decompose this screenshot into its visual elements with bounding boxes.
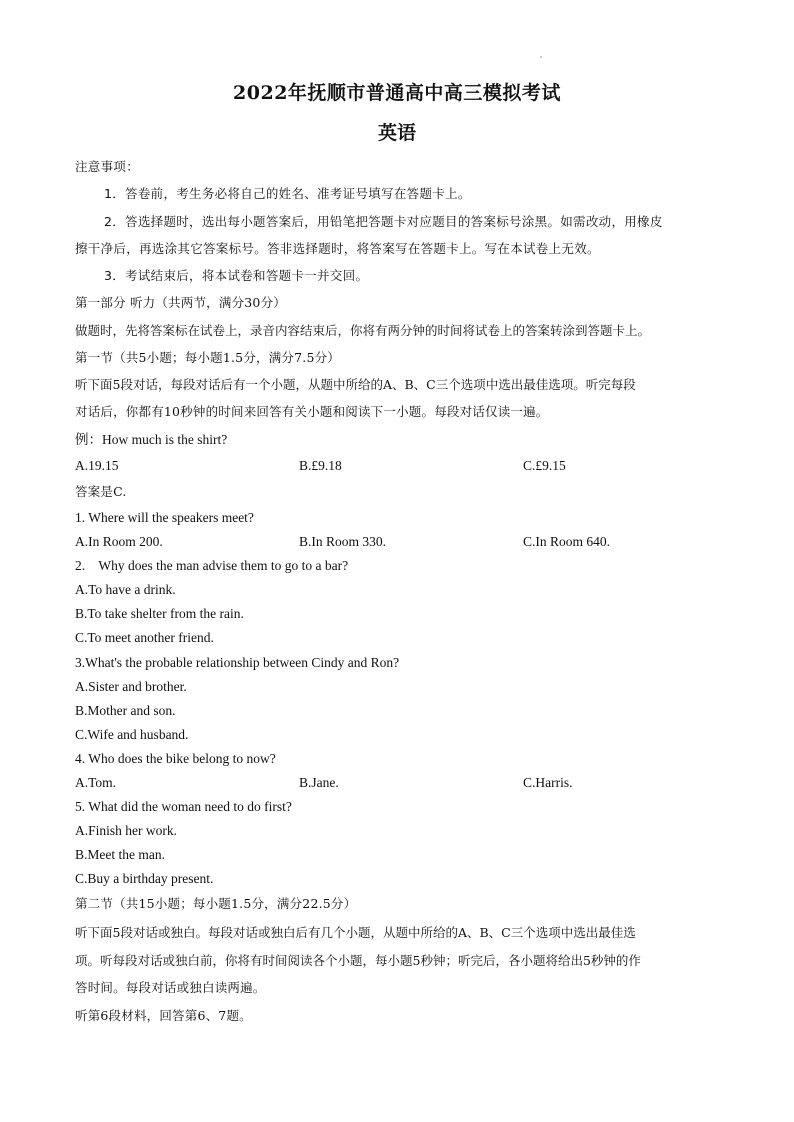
notice-item-3: 3．考试结束后，将本试卷和答题卡一并交回。 [104,268,369,283]
section2-instruction-line-1: 听下面5段对话或独白。每段对话或独白后有几个小题，从题中所给的A、B、C三个选项中选出最佳选 [75,925,636,940]
question-1: 1. Where will the speakers meet? [75,510,254,525]
question-3-option-a: A.Sister and brother. [75,679,187,694]
example-question: 例：How much is the shirt? [75,432,228,447]
question-2-option-b: B.To take shelter from the rain. [75,606,244,621]
notice-item-2-line-2: 擦干净后，再选涂其它答案标号。答非选择题时，将答案写在答题卡上。写在本试卷上无效。 [75,241,600,256]
section2-instruction-line-2: 项。听每段对话或独白前，你将有时间阅读各个小题，每小题5秒钟；听完后，各小题将给出5秒钟的作 [75,953,641,968]
part1-instruction: 做题时，先将答案标在试卷上，录音内容结束后，你将有两分钟的时间将试卷上的答案转涂到答题卡上。 [75,323,651,338]
question-4-option-c: C.Harris. [523,775,573,790]
question-5: 5. What did the woman need to do first? [75,799,292,814]
question-1-option-a: A.In Room 200. [75,534,163,549]
material-6-heading: 听第6段材料，回答第6、7题。 [75,1008,252,1023]
example-option-a: A.19.15 [75,458,119,473]
section1-instruction-line-2: 对话后，你都有10秒钟的时间来回答有关小题和阅读下一小题。每段对话仅读一遍。 [75,404,549,419]
example-answer: 答案是C. [75,484,127,499]
question-2: 2. Why does the man advise them to go to a bar? [75,558,349,573]
question-5-option-c: C.Buy a birthday present. [75,871,214,886]
scan-speck [540,56,542,58]
example-option-b: B.£9.18 [299,458,342,473]
question-1-option-b: B.In Room 330. [299,534,387,549]
section1-instruction-line-1: 听下面5段对话，每段对话后有一个小题，从题中所给的A、B、C三个选项中选出最佳选项。听完每段 [75,377,636,392]
notice-heading: 注意事项： [75,159,140,174]
question-2-option-c: C.To meet another friend. [75,630,214,645]
question-2-option-a: A.To have a drink. [75,582,176,597]
question-3-option-b: B.Mother and son. [75,703,176,718]
section2-instruction-line-3: 答时间。每段对话或独白读两遍。 [75,980,266,995]
part1-heading: 第一部分 听力（共两节，满分30分） [75,295,286,310]
question-3: 3.What's the probable relationship between Cindy and Ron? [75,655,400,670]
exam-title: 2022年抚顺市普通高中高三模拟考试 [233,82,561,104]
question-4-option-a: A.Tom. [75,775,117,790]
question-5-option-b: B.Meet the man. [75,847,165,862]
question-4-option-b: B.Jane. [299,775,339,790]
notice-item-2-line-1: 2．答选择题时，选出每小题答案后，用铅笔把答题卡对应题目的答案标号涂黑。如需改动，用橡皮 [104,214,663,229]
section2-heading: 第二节（共15小题；每小题1.5分，满分22.5分） [75,896,357,911]
question-3-option-c: C.Wife and husband. [75,727,189,742]
notice-item-1: 1．答卷前，考生务必将自己的姓名、准考证号填写在答题卡上。 [104,186,471,201]
subject-title: 英语 [377,122,416,144]
question-5-option-a: A.Finish her work. [75,823,177,838]
section1-heading: 第一节（共5小题；每小题1.5分，满分7.5分） [75,350,341,365]
question-1-option-c: C.In Room 640. [523,534,611,549]
question-4: 4. Who does the bike belong to now? [75,751,276,766]
example-option-c: C.£9.15 [523,458,566,473]
